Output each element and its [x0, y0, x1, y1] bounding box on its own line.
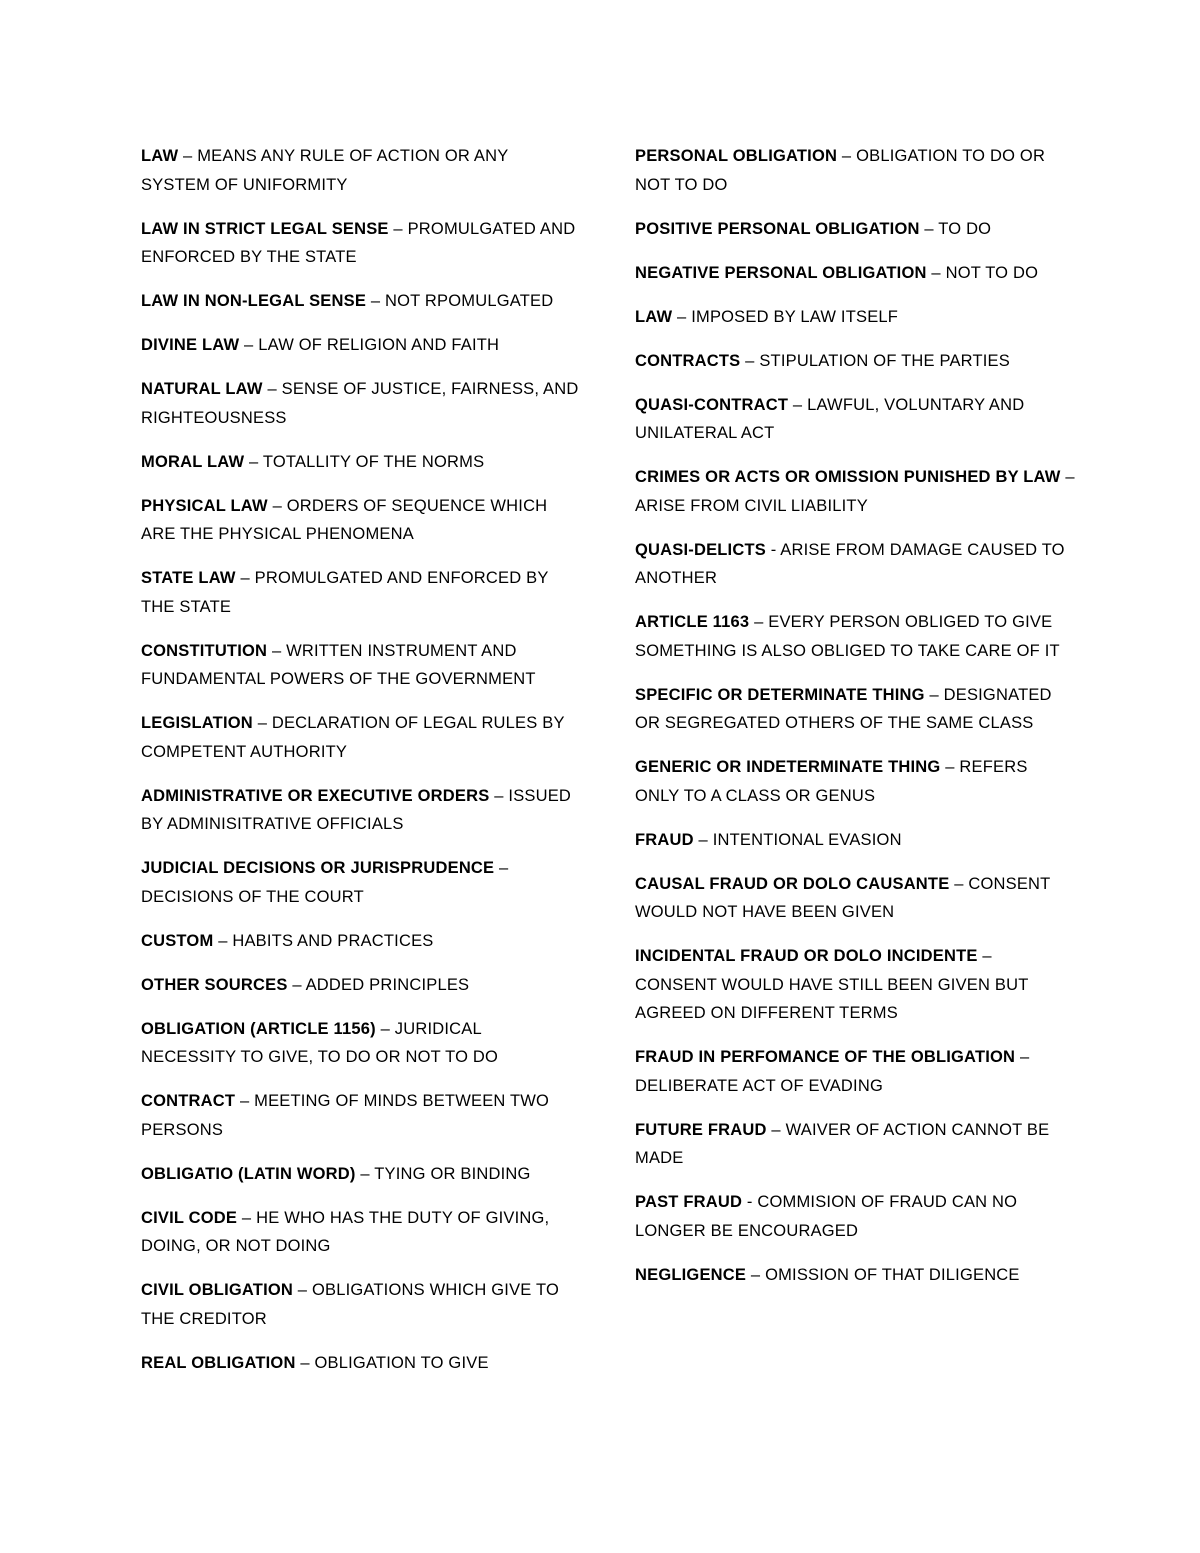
definition: ARISE FROM CIVIL LIABILITY: [635, 496, 868, 515]
separator: –: [1015, 1048, 1030, 1066]
definition-entry: [635, 536, 1075, 593]
term: FRAUD IN PERFOMANCE OF THE OBLIGATION: [635, 1048, 1016, 1066]
separator: –: [262, 380, 282, 398]
separator: –: [977, 947, 992, 965]
separator: –: [267, 641, 287, 660]
term: PAST FRAUD: [635, 1193, 743, 1211]
definition: LAW OF RELIGION AND FAITH: [258, 336, 500, 354]
definition-entry: [635, 826, 1075, 855]
separator: –: [1060, 468, 1075, 486]
definition-entry: [635, 942, 1075, 1028]
definition: WRITTEN INSTRUMENT AND FUNDAMENTAL POWERS OF THE GOVERNMENT: [141, 641, 536, 688]
definition-entry: [635, 608, 1075, 665]
definition-entry: [635, 463, 1075, 520]
separator: –: [693, 830, 713, 849]
separator: –: [924, 685, 944, 704]
separator: –: [949, 874, 969, 893]
definition-entry: [141, 331, 581, 360]
separator: –: [366, 292, 385, 310]
separator: –: [766, 1120, 786, 1139]
term: CONSTITUTION: [141, 641, 268, 660]
term: QUASI-DELICTS: [635, 540, 766, 559]
definition: TYING OR BINDING: [374, 1164, 531, 1183]
separator: –: [940, 758, 960, 776]
definition: JURIDICAL NECESSITY TO GIVE, TO DO OR NOT TO DO: [141, 1019, 499, 1066]
definition: INTENTIONAL EVASION: [712, 830, 902, 849]
definition-entry: [635, 259, 1075, 288]
term: POSITIVE PERSONAL OBLIGATION: [635, 219, 920, 238]
term: OTHER SOURCES: [141, 975, 288, 994]
definition: TO DO: [938, 219, 992, 238]
definition-entry: [141, 142, 581, 199]
definition: PROMULGATED AND ENFORCED BY THE STATE: [141, 219, 576, 266]
definition-entry: [141, 927, 581, 956]
separator: –: [672, 307, 692, 326]
term: OBLIGATIO (LATIN WORD): [141, 1164, 356, 1183]
definition-entry: [141, 448, 581, 477]
definition: DELIBERATE ACT OF EVADING: [635, 1076, 883, 1095]
term: QUASI-CONTRACT: [635, 395, 789, 414]
separator: –: [375, 1019, 395, 1038]
definition: CONSENT WOULD NOT HAVE BEEN GIVEN: [635, 874, 1051, 921]
definition: DESIGNATED OR SEGREGATED OTHERS OF THE SAME CLASS: [635, 685, 1052, 732]
left-column: [141, 142, 581, 1393]
definition: NOT TO DO: [945, 263, 1039, 282]
separator: –: [235, 1092, 255, 1110]
definition: PROMULGATED AND ENFORCED BY THE STATE: [141, 569, 549, 616]
separator: –: [267, 496, 287, 515]
separator: –: [749, 613, 769, 631]
term: LEGISLATION: [141, 714, 253, 732]
separator: –: [746, 1265, 766, 1284]
separator: –: [388, 219, 408, 238]
definition: MEETING OF MINDS BETWEEN TWO PERSONS: [141, 1092, 550, 1139]
definition-entry: [141, 782, 581, 839]
definition-entry: [141, 1349, 581, 1378]
definition: MEANS ANY RULE OF ACTION OR ANY SYSTEM OF UNIFORMITY: [141, 147, 509, 194]
definition: OBLIGATION TO DO OR NOT TO DO: [635, 147, 1046, 194]
definition-entry: [635, 215, 1075, 244]
term: INCIDENTAL FRAUD OR DOLO INCIDENTE: [635, 947, 978, 965]
term: ARTICLE 1163: [635, 613, 750, 631]
separator: –: [252, 714, 272, 732]
definition: IMPOSED BY LAW ITSELF: [691, 307, 899, 326]
term: NEGATIVE PERSONAL OBLIGATION: [635, 263, 927, 282]
definition-entry: [141, 492, 581, 549]
separator: –: [295, 1353, 315, 1372]
term: FUTURE FRAUD: [635, 1120, 767, 1139]
term: SPECIFIC OR DETERMINATE THING: [635, 685, 925, 704]
definition: HABITS AND PRACTICES: [232, 931, 434, 950]
term: PERSONAL OBLIGATION: [635, 147, 838, 165]
term: CRIMES OR ACTS OR OMISSION PUNISHED BY LAW: [635, 468, 1061, 486]
separator: –: [355, 1164, 375, 1183]
separator: -: [765, 540, 781, 559]
definition-entry: [141, 637, 581, 694]
term: ADMINISTRATIVE OR EXECUTIVE ORDERS: [141, 786, 490, 805]
separator: –: [235, 569, 255, 587]
term: PHYSICAL LAW: [141, 496, 268, 515]
term: LAW IN NON-LEGAL SENSE: [141, 292, 367, 310]
definition: WAIVER OF ACTION CANNOT BE MADE: [635, 1120, 1050, 1167]
definition: ORDERS OF SEQUENCE WHICH ARE THE PHYSICAL PHENOMENA: [141, 496, 548, 543]
definition: NOT RPOMULGATED: [384, 292, 554, 310]
definition-entry: [141, 215, 581, 272]
definition-entry: [635, 681, 1075, 738]
separator: –: [740, 351, 760, 370]
separator: –: [237, 1208, 257, 1227]
definition: DECISIONS OF THE COURT: [141, 887, 364, 906]
term: LAW: [141, 147, 179, 165]
separator: –: [494, 859, 509, 877]
definition-entry: [635, 391, 1075, 448]
definition-entry: [141, 971, 581, 1000]
definition: EVERY PERSON OBLIGED TO GIVE SOMETHING IS ALSO OBLIGED TO TAKE CARE OF IT: [635, 613, 1060, 660]
term: CUSTOM: [141, 931, 214, 950]
definition-entry: [635, 1043, 1075, 1100]
definition: STIPULATION OF THE PARTIES: [759, 351, 1010, 370]
term: GENERIC OR INDETERMINATE THING: [635, 758, 941, 776]
definition-entry: [635, 753, 1075, 810]
separator: –: [287, 975, 306, 994]
right-column: [635, 142, 1075, 1305]
term: STATE LAW: [141, 569, 236, 587]
term: REAL OBLIGATION: [141, 1353, 296, 1372]
definition-entry: [141, 1160, 581, 1189]
definition: SENSE OF JUSTICE, FAIRNESS, AND RIGHTEOUSNESS: [141, 380, 579, 427]
definition: OBLIGATIONS WHICH GIVE TO THE CREDITOR: [141, 1281, 560, 1328]
term: CONTRACT: [141, 1092, 236, 1110]
definition-entry: [141, 709, 581, 766]
term: LAW IN STRICT LEGAL SENSE: [141, 219, 389, 238]
definition: COMMISION OF FRAUD CAN NO LONGER BE ENCOURAGED: [635, 1193, 1018, 1240]
definition-entry: [141, 854, 581, 911]
separator: –: [239, 336, 259, 354]
definition-entry: [141, 1087, 581, 1144]
separator: -: [742, 1193, 758, 1211]
definition-entry: [635, 1116, 1075, 1173]
definition-entry: [635, 1188, 1075, 1245]
definition: REFERS ONLY TO A CLASS OR GENUS: [635, 758, 1028, 805]
definition-entry: [635, 870, 1075, 927]
term: OBLIGATION (ARTICLE 1156): [141, 1019, 376, 1038]
definition: ADDED PRINCIPLES: [305, 975, 470, 994]
separator: –: [837, 147, 857, 165]
definition-entry: [635, 142, 1075, 199]
definition-entry: [635, 303, 1075, 332]
term: CIVIL CODE: [141, 1208, 238, 1227]
separator: –: [489, 786, 509, 805]
definition: HE WHO HAS THE DUTY OF GIVING, DOING, OR NOT DOING: [141, 1208, 550, 1255]
definition: CONSENT WOULD HAVE STILL BEEN GIVEN BUT AGREED ON DIFFERENT TERMS: [635, 975, 1029, 1022]
definition-entry: [141, 1204, 581, 1261]
separator: –: [178, 147, 198, 165]
definition: OBLIGATION TO GIVE: [314, 1353, 489, 1372]
term: CONTRACTS: [635, 351, 741, 370]
definition-entry: [141, 287, 581, 316]
definition-entry: [635, 1261, 1075, 1290]
separator: –: [926, 263, 946, 282]
term: CIVIL OBLIGATION: [141, 1281, 294, 1299]
term: FRAUD: [635, 830, 694, 849]
definition: DECLARATION OF LEGAL RULES BY COMPETENT AUTHORITY: [141, 714, 565, 761]
separator: –: [293, 1281, 312, 1299]
definition: ARISE FROM DAMAGE CAUSED TO ANOTHER: [635, 540, 1065, 587]
term: DIVINE LAW: [141, 336, 240, 354]
separator: –: [919, 219, 939, 238]
definition: ISSUED BY ADMINISITRATIVE OFFICIALS: [141, 786, 572, 833]
separator: –: [244, 452, 263, 471]
definition: LAWFUL, VOLUNTARY AND UNILATERAL ACT: [635, 395, 1025, 442]
definition-entry: [635, 347, 1075, 376]
definition-entry: [141, 375, 581, 432]
term: JUDICIAL DECISIONS OR JURISPRUDENCE: [141, 859, 495, 877]
definition-entry: [141, 1276, 581, 1333]
term: MORAL LAW: [141, 452, 245, 471]
term: LAW: [635, 307, 673, 326]
separator: –: [788, 395, 808, 414]
definition: TOTALLITY OF THE NORMS: [262, 452, 485, 471]
term: NEGLIGENCE: [635, 1265, 747, 1284]
separator: –: [213, 931, 233, 950]
definition: OMISSION OF THAT DILIGENCE: [765, 1265, 1020, 1284]
definition-entry: [141, 564, 581, 621]
definition-entry: [141, 1015, 581, 1072]
term: NATURAL LAW: [141, 380, 263, 398]
term: CAUSAL FRAUD OR DOLO CAUSANTE: [635, 874, 950, 893]
